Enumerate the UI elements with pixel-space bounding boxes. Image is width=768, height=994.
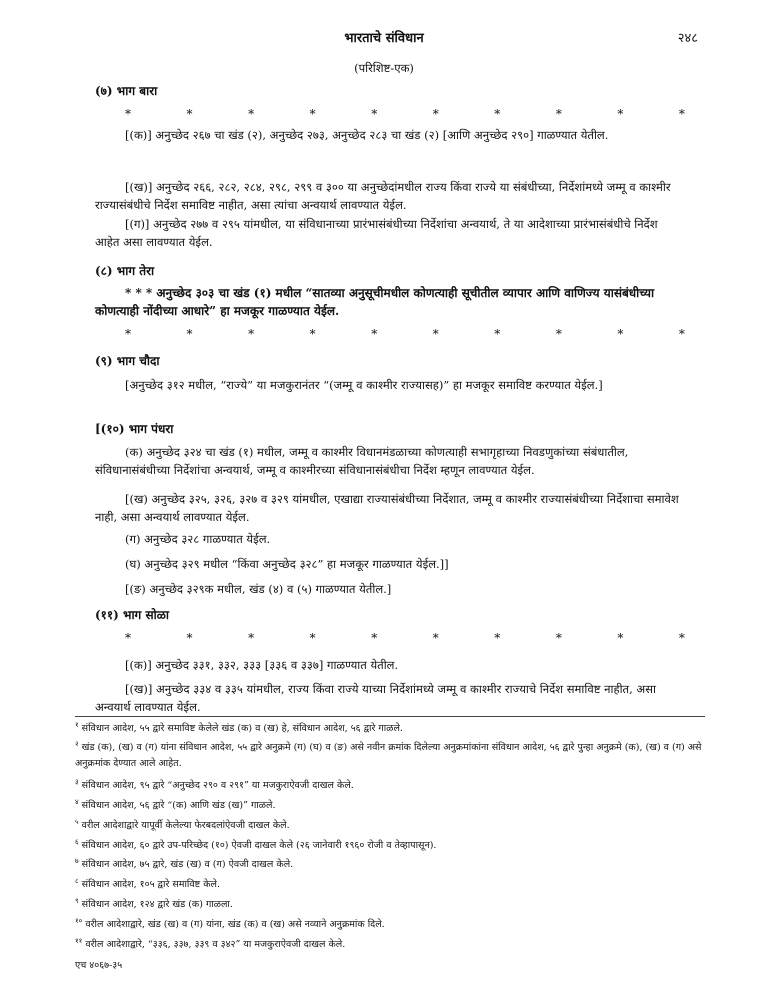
footnote: $^४$ संविधान आदेश, ५६ द्वारे “(क) आणि खंड (ख)” गाळले. xyxy=(75,797,276,811)
section-10-heading: [(१०) भाग पंधरा xyxy=(95,422,174,436)
section-10-para-5: [(ङ) अनुच्छेद ३२९क मधील, खंड (४) व (५) गाळण्यात येतील.] xyxy=(125,582,392,596)
section-11-para-2: [(ख)] अनुच्छेद ३३४ व ३३५ यांमधील, राज्य किंवा राज्ये याच्या निर्देशांमध्ये जम्मू व काश्मीर राज्याचे निर्देश समाविष्ट नाहीत, असा अन्वयार्थ लावण्यात येईल. xyxy=(95,682,656,714)
omission-stars: * * * * * * * * * * xyxy=(125,327,685,341)
footnote: $^८$ संविधान आदेश, १०५ द्वारे समाविष्ट केले. xyxy=(75,876,220,890)
section-7-para-2: [(ख)] अनुच्छेद २६६, २८२, २८४, २९८, २९९ व ३०० या अनुच्छेदांमधील राज्य किंवा राज्ये या संबंधीच्या, निर्देशांमध्ये जम्मू व काश्मीर राज्यासंबंधीचे निर्देश समाविष्ट नाहीत, असा त्यांचा अन्वयार्थ लावण्यात येईल. xyxy=(95,180,671,212)
section-11-heading: (११) भाग सोळा xyxy=(95,608,169,622)
section-10-para-2: [(ख) अनुच्छेद ३२५, ३२६, ३२७ व ३२९ यांमधील, एखाद्या राज्यासंबंधीच्या निर्देशात, जम्मू व काश्मीर राज्यासंबंधीच्या निर्देशाचा समावेश नाही, असा अन्वयार्थ लावण्यात येईल. xyxy=(95,492,679,524)
page-subtitle: (परिशिष्ट-एक) xyxy=(354,61,414,75)
section-11-para-1: [(क)] अनुच्छेद ३३१, ३३२, ३३३ [३३६ व ३३७] गाळण्यात येतील. xyxy=(125,658,399,672)
footnote: $^५$ वरील आदेशाद्वारे यापूर्वी केलेल्या फेरबदलांऐवजी दाखल केले. xyxy=(75,817,290,831)
document-code: एच ४०६७-३५ xyxy=(75,960,123,971)
section-9-para-1: [अनुच्छेद ३१२ मधील, “राज्ये” या मजकुरानंतर “(जम्मू व काश्मीर राज्यासह)” हा मजकूर समाविष्ट करण्यात येईल.] xyxy=(125,378,603,392)
footnote-divider xyxy=(75,716,705,717)
section-7-heading: (७) भाग बारा xyxy=(95,84,158,98)
section-10-para-4: (घ) अनुच्छेद ३२९ मधील “किंवा अनुच्छेद ३२८” हा मजकूर गाळण्यात येईल.]] xyxy=(125,557,449,571)
footnote: $^९$ संविधान आदेश, १२४ द्वारे खंड (क) गाळला. xyxy=(75,896,233,910)
section-9-heading: (९) भाग चौदा xyxy=(95,354,160,368)
omission-stars: * * * * * * * * * * xyxy=(125,107,685,121)
section-8-heading: (८) भाग तेरा xyxy=(95,264,155,278)
footnote: $^२$ खंड (क), (ख) व (ग) यांना संविधान आदेश, ५५ द्वारे अनुक्रमे (ग) (घ) व (ङ) असे नवीन क्रमांक दिलेल्या अनुक्रमांकांना संविधान आदेश, ५६ द्वारे पुन्हा अनुक्रमे (क), (ख) व (ग) असे अनुक्रमांक देण्यात आले आहेत. xyxy=(75,739,702,769)
section-10-para-1: (क) अनुच्छेद ३२४ चा खंड (१) मधील, जम्मू व काश्मीर विधानमंडळाच्या कोणत्याही सभागृहाच्या निवडणुकांच्या संबंधातील, संविधानासंबंधीच्या निर्देशांचा अन्वयार्थ, जम्मू व काश्मीरच्या संविधानासंबंधीचा निर्देश म्हणून लावण्यात येईल. xyxy=(95,445,629,477)
footnote: $^७$ संविधान आदेश, ७५ द्वारे, खंड (ख) व (ग) ऐवजी दाखल केले. xyxy=(75,856,294,870)
section-7-para-3: [(ग)] अनुच्छेद २७७ व २९५ यांमधील, या संविधानाच्या प्रारंभासंबंधीच्या निर्देशांचा अन्वयार्थ, ते या आदेशाच्या प्रारंभासंबंधीचे निर्देश आहेत असा लावण्यात येईल. xyxy=(95,217,658,249)
section-10-para-3: (ग) अनुच्छेद ३२८ गाळण्यात येईल. xyxy=(125,532,271,546)
footnote: $^३$ संविधान आदेश, ९५ द्वारे “अनुच्छेद २९० व २९१” या मजकुराऐवजी दाखल केले. xyxy=(75,777,354,791)
footnote: $^{११}$ वरील आदेशाद्वारे, “३३६, ३३७, ३३९ व ३४२” या मजकुराऐवजी दाखल केले. xyxy=(75,936,346,950)
footnote: $^{१०}$ वरील आदेशाद्वारे, खंड (ख) व (ग) यांना, खंड (क) व (ख) असे नव्याने अनुक्रमांक दिले. xyxy=(75,916,385,930)
section-8-para-1: * * * अनुच्छेद ३०३ चा खंड (१) मधील “सातव्या अनुसूचीमधील कोणत्याही सूचीतील व्यापार आणि वाणिज्य यासंबंधीच्या कोणत्याही नोंदीच्या आधारे” हा मजकूर गाळण्यात येईल. xyxy=(95,286,655,318)
footnote: $^६$ संविधान आदेश, ६० द्वारे उप-परिच्छेद (१०) ऐवजी दाखल केले (२६ जानेवारी १९६० रोजी व तेव्हापासून). xyxy=(75,837,437,851)
section-7-para-1: [(क)] अनुच्छेद २६७ चा खंड (२), अनुच्छेद २७३, अनुच्छेद २८३ चा खंड (२) [आणि अनुच्छेद २९०] गाळण्यात येतील. xyxy=(125,128,609,142)
footnote: $^१$ संविधान आदेश, ५५ द्वारे समाविष्ट केलेले खंड (क) व (ख) हे, संविधान आदेश, ५६ द्वारे गाळले. xyxy=(75,720,403,734)
page-title: भारताचे संविधान xyxy=(344,31,424,46)
page-number: २४८ xyxy=(677,31,698,46)
omission-stars: * * * * * * * * * * xyxy=(125,631,685,645)
